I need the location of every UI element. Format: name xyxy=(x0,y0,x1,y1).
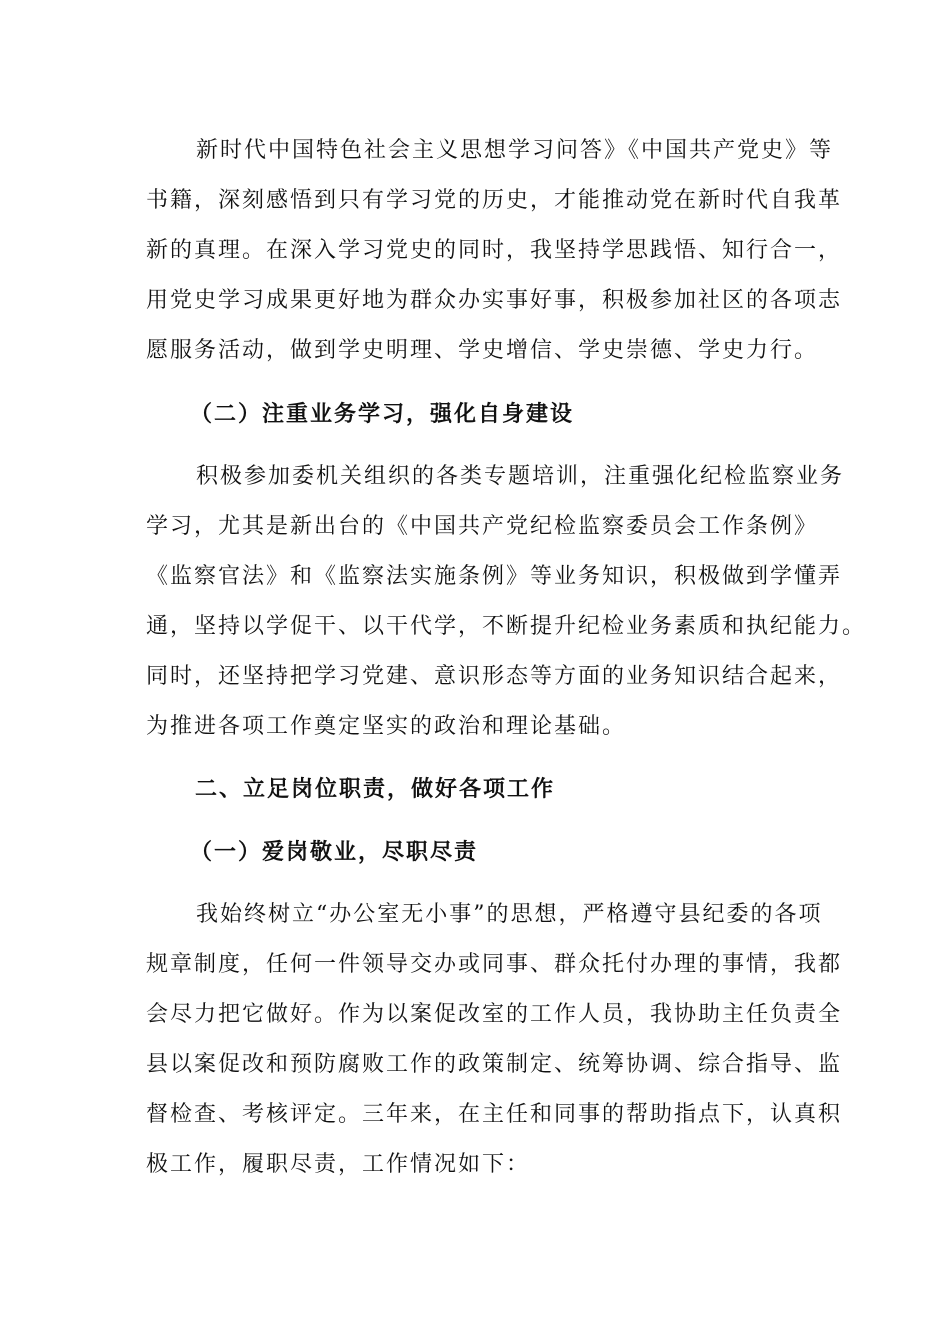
paragraph-2-line-3: 《监察官法》和《监察法实施条例》等业务知识，积极做到学懂弄 xyxy=(146,564,843,589)
paragraph-2-line-6: 为推进各项工作奠定坚实的政治和理论基础。 xyxy=(146,714,627,739)
heading-dedication: （一）爱岗敬业，尽职尽责 xyxy=(190,839,479,865)
paragraph-2-line-5: 同时，还坚持把学习党建、意识形态等方面的业务知识结合起来， xyxy=(146,664,843,689)
paragraph-1-line-3: 新的真理。在深入学习党史的同时，我坚持学思践悟、知行合一， xyxy=(146,238,843,263)
paragraph-2-line-2: 学习，尤其是新出台的《中国共产党纪检监察委员会工作条例》 xyxy=(146,514,819,539)
paragraph-1-line-2: 书籍，深刻感悟到只有学习党的历史，才能推动党在新时代自我革 xyxy=(146,188,843,213)
paragraph-3-line-5: 督检查、考核评定。三年来，在主任和同事的帮助指点下，认真积 xyxy=(146,1102,843,1127)
paragraph-3-line-4: 县以案促改和预防腐败工作的政策制定、统筹协调、综合指导、监 xyxy=(146,1052,843,1077)
paragraph-1-line-5: 愿服务活动，做到学史明理、学史增信、学史崇德、学史力行。 xyxy=(146,338,819,363)
heading-business-study: （二）注重业务学习，强化自身建设 xyxy=(190,401,575,427)
heading-section-two: 二、立足岗位职责，做好各项工作 xyxy=(195,776,556,802)
paragraph-2-line-4: 通，坚持以学促干、以干代学，不断提升纪检业务素质和执纪能力。 xyxy=(146,614,867,639)
paragraph-3-line-2: 规章制度，任何一件领导交办或同事、群众托付办理的事情，我都 xyxy=(146,952,843,977)
paragraph-1-line-1: 新时代中国特色社会主义思想学习问答》《中国共产党史》等 xyxy=(196,138,834,163)
paragraph-1-line-4: 用党史学习成果更好地为群众办实事好事，积极参加社区的各项志 xyxy=(146,288,843,313)
paragraph-3-line-1: 我始终树立“办公室无小事”的思想，严格遵守县纪委的各项 xyxy=(196,902,823,927)
paragraph-3-line-3: 会尽力把它做好。作为以案促改室的工作人员，我协助主任负责全 xyxy=(146,1002,843,1027)
paragraph-2-line-1: 积极参加委机关组织的各类专题培训，注重强化纪检监察业务 xyxy=(196,464,845,489)
paragraph-3-line-6: 极工作，履职尽责，工作情况如下： xyxy=(146,1152,531,1177)
